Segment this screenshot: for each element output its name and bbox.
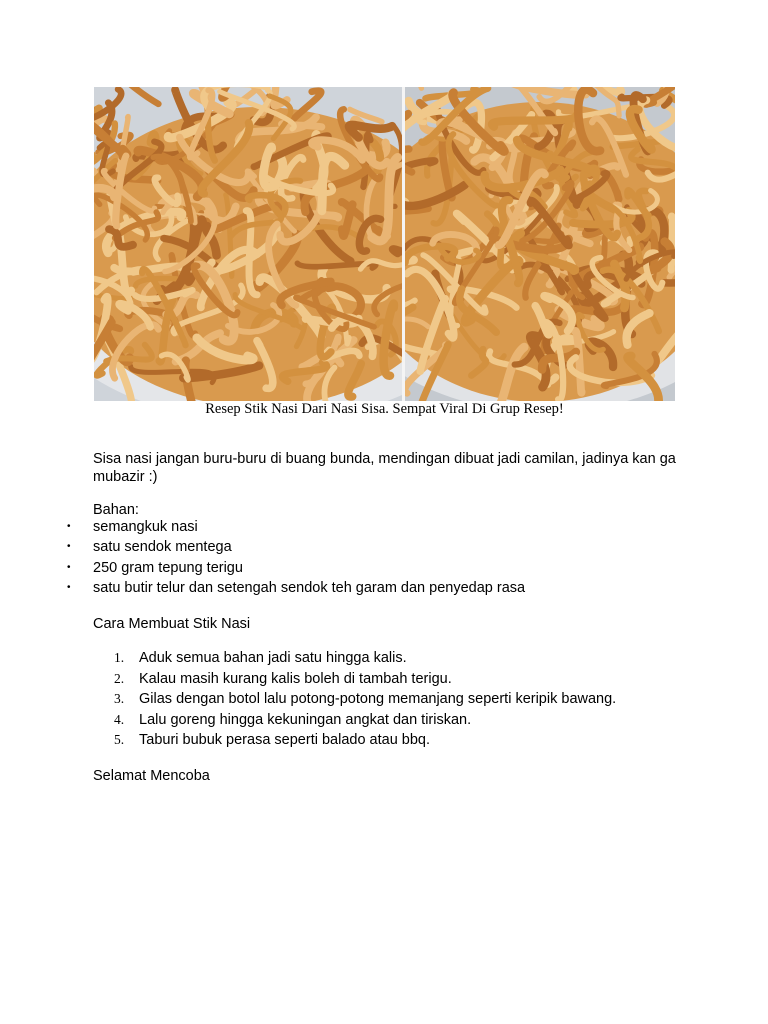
ingredient-text: semangkuk nasi xyxy=(93,519,198,535)
ingredient-text: 250 gram tepung terigu xyxy=(93,559,243,576)
bullet-icon: • xyxy=(67,561,71,573)
step-text: Gilas dengan botol lalu potong-potong memanjang seperti keripik bawang. xyxy=(139,691,617,707)
list-item xyxy=(0,537,525,557)
step-text: Taburi bubuk perasa seperti balado atau bbq. xyxy=(139,732,431,748)
step-number: 1. xyxy=(114,650,125,665)
list-item xyxy=(0,517,525,537)
bullet-icon: • xyxy=(67,541,71,553)
closing-text: Selamat Mencoba xyxy=(93,768,210,784)
ingredient-text: satu butir telur dan setengah sendok teh garam dan penyedap rasa xyxy=(93,579,526,596)
step-number: 3. xyxy=(114,691,125,706)
list-item xyxy=(0,648,616,669)
step-text: Aduk semua bahan jadi satu hingga kalis. xyxy=(139,650,407,666)
fried-rice-sticks-illustration-left xyxy=(94,87,402,401)
list-item xyxy=(0,689,616,710)
method-steps-list xyxy=(0,648,616,751)
photo-caption: Resep Stik Nasi Dari Nasi Sisa. Sempat Viral Di Grup Resep! xyxy=(205,401,564,417)
list-item xyxy=(0,710,616,731)
list-item xyxy=(0,669,616,690)
step-text: Kalau masih kurang kalis boleh di tambah terigu. xyxy=(139,670,452,687)
recipe-photo-right xyxy=(405,87,675,401)
bullet-icon: • xyxy=(67,521,71,532)
ingredients-list xyxy=(0,517,525,598)
step-number: 5. xyxy=(114,732,125,747)
bullet-icon: • xyxy=(67,581,71,593)
list-item xyxy=(0,578,525,598)
ingredients-heading: Bahan: xyxy=(93,502,139,518)
method-heading: Cara Membuat Stik Nasi xyxy=(93,616,251,632)
recipe-photo-left xyxy=(94,87,402,401)
step-number: 4. xyxy=(114,711,125,727)
step-text: Lalu goreng hingga kekuningan angkat dan tiriskan. xyxy=(139,711,472,728)
list-item xyxy=(0,730,616,751)
rice-stick-shape xyxy=(664,281,675,283)
step-number: 2. xyxy=(114,670,125,686)
fried-rice-sticks-illustration-right xyxy=(405,87,675,401)
list-item xyxy=(0,558,525,578)
rice-stick-shape xyxy=(405,114,408,120)
ingredient-text: satu sendok mentega xyxy=(93,539,232,556)
intro-paragraph: Sisa nasi jangan buru-buru di buang bunda, mendingan dibuat jadi camilan, jadinya kan ga mubazir :) xyxy=(93,451,676,485)
recipe-photo xyxy=(94,87,675,401)
